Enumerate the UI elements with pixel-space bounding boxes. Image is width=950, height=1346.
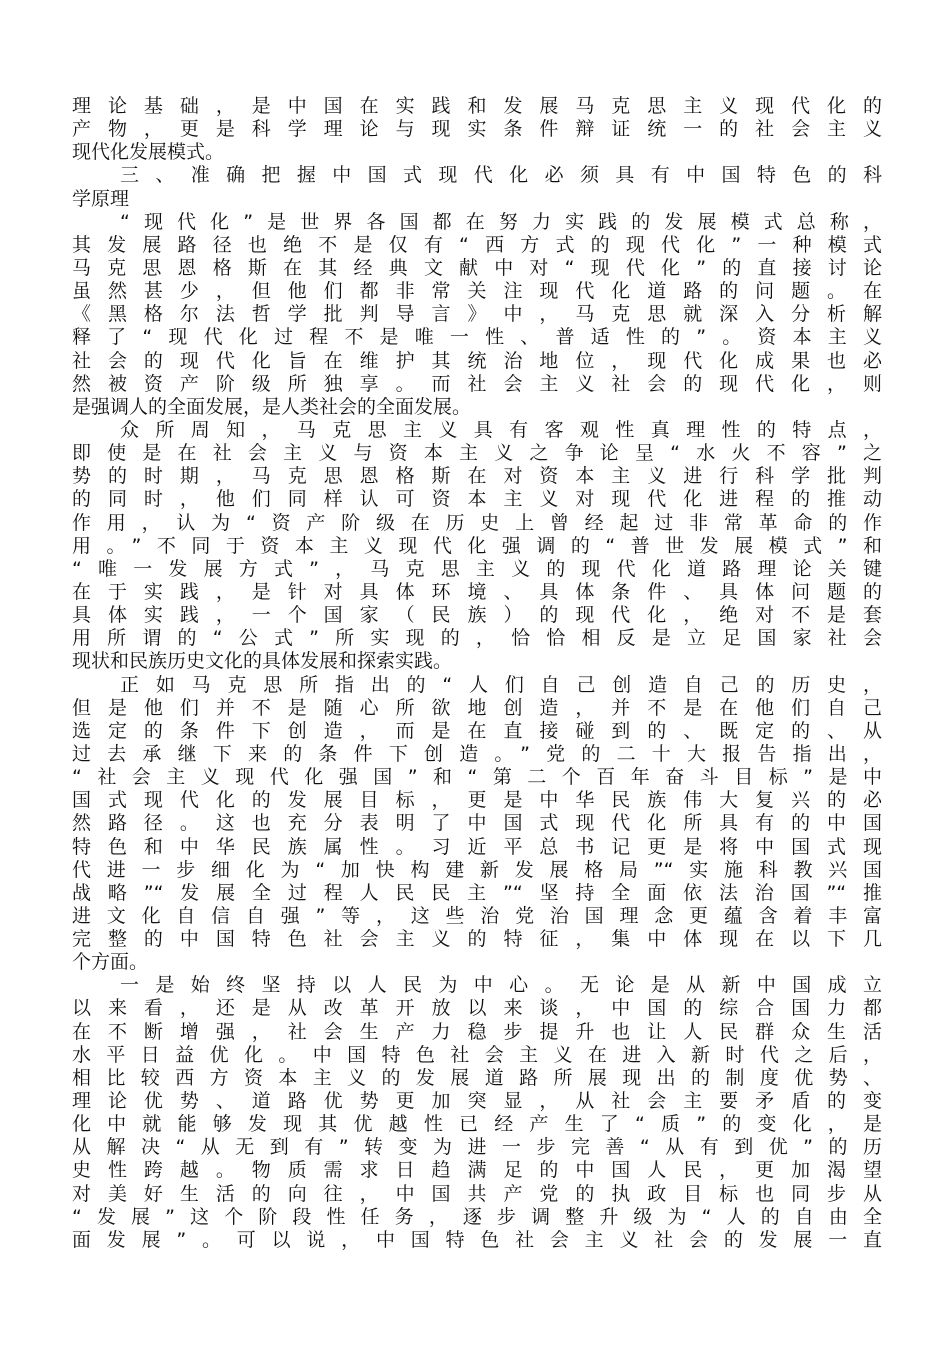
text-line: 对美好生活的向往，中国共产党的执政目标也同步从 — [72, 1182, 882, 1205]
text-line: 现状和民族历史文化的具体发展和探索实践。 — [72, 650, 453, 673]
text-line: 三、准确把握中国式现代化必须具有中国特色的科 — [120, 164, 882, 187]
text-line: 虽然甚少，但他们都非常关注现代化道路的问题。在 — [72, 280, 882, 303]
text-line: 从解决“从无到有”转变为进一步完善“从有到优”的历 — [72, 1136, 882, 1159]
text-line: 个方面。 — [72, 951, 149, 974]
text-line: 然被资产阶级所独享。而社会主义社会的现代化，则 — [72, 372, 882, 395]
text-line: 特色和中华民族属性。习近平总书记更是将中国式现 — [72, 835, 882, 858]
text-line: 然路径。这也充分表明了中国式现代化所具有的中国 — [72, 812, 882, 835]
text-line: 相比较西方资本主义的发展道路所展现出的制度优势、 — [72, 1066, 882, 1089]
text-line: 在于实践，是针对具体环境、具体条件、具体问题的 — [72, 580, 882, 603]
text-line: 现代化发展模式。 — [72, 141, 225, 164]
text-line: 是强调人的全面发展，是人类社会的全面发展。 — [72, 395, 472, 418]
text-line: 水平日益优化。中国特色社会主义在进入新时代之后， — [72, 1043, 882, 1066]
text-line: 选定的条件下创造，而是在直接碰到的、既定的、从 — [72, 719, 882, 742]
text-line: 化中就能够发现其优越性已经产生了“质”的变化，是 — [72, 1113, 882, 1136]
text-line: 理论基础，是中国在实践和发展马克思主义现代化的 — [72, 95, 882, 117]
text-line: 产物，更是科学理论与现实条件辩证统一的社会主义 — [72, 118, 882, 141]
text-line: 战略”“发展全过程人民民主”“坚持全面依法治国”“推 — [72, 881, 882, 904]
text-line: 即使是在社会主义与资本主义之争论呈“水火不容”之 — [72, 442, 882, 465]
text-line: 学原理 — [72, 187, 130, 210]
text-line: 但是他们并不是随心所欲地创造，并不是在他们自己 — [72, 696, 882, 719]
text-line: 过去承继下来的条件下创造。”党的二十大报告指出， — [72, 742, 882, 765]
text-line: 在不断增强，社会生产力稳步提升也让人民群众生活 — [72, 1020, 882, 1043]
text-line: 众所周知，马克思主义具有客观性真理性的特点， — [120, 418, 882, 441]
body-text — [72, 95, 882, 1252]
text-line: “发展”这个阶段性任务，逐步调整升级为“人的自由全 — [72, 1205, 882, 1228]
text-line: 势的时期，马克思恩格斯在对资本主义进行科学批判 — [72, 465, 882, 488]
text-line: 用。”不同于资本主义现代化强调的“普世发展模式”和 — [72, 534, 882, 557]
text-line: 释了“现代化过程不是唯一性、普适性的”。资本主义 — [72, 326, 882, 349]
text-line: 正如马克思所指出的“人们自己创造自己的历史， — [120, 673, 882, 696]
text-line: 完整的中国特色社会主义的特征，集中体现在以下几 — [72, 928, 882, 951]
text-line: 以来看，还是从改革开放以来谈，中国的综合国力都 — [72, 997, 882, 1020]
text-line: 面发展”。可以说，中国特色社会主义社会的发展一直 — [72, 1228, 882, 1251]
text-line: 《黑格尔法哲学批判导言》中，马克思就深入分析解 — [72, 303, 882, 326]
text-line: 用所谓的“公式”所实现的，恰恰相反是立足国家社会 — [72, 627, 882, 650]
text-line: 理论优势、道路优势更加突显，从社会主要矛盾的变 — [72, 1090, 882, 1113]
text-line: 国式现代化的发展目标，更是中华民族伟大复兴的必 — [72, 789, 882, 812]
text-line: 社会的现代化旨在维护其统治地位，现代化成果也必 — [72, 349, 882, 372]
text-line: 一是始终坚持以人民为中心。无论是从新中国成立 — [120, 974, 882, 997]
text-line: 具体实践，一个国家（民族）的现代化，绝对不是套 — [72, 604, 882, 627]
text-line: 其发展路径也绝不是仅有“西方式的现代化”一种模式 — [72, 233, 882, 256]
text-line: 作用，认为“资产阶级在历史上曾经起过非常革命的作 — [72, 511, 882, 534]
text-line: “社会主义现代化强国”和“第二个百年奋斗目标”是中 — [72, 766, 882, 789]
text-line: 代进一步细化为“加快构建新发展格局”“实施科教兴国 — [72, 858, 882, 881]
text-line: 史性跨越。物质需求日趋满足的中国人民，更加渴望 — [72, 1159, 882, 1182]
text-line: 进文化自信自强”等，这些治党治国理念更蕴含着丰富 — [72, 904, 882, 927]
text-line: “唯一发展方式”，马克思主义的现代化道路理论关键 — [72, 557, 882, 580]
text-line: 马克思恩格斯在其经典文献中对“现代化”的直接讨论 — [72, 256, 882, 279]
text-line: 的同时，他们同样认可资本主义对现代化进程的推动 — [72, 488, 882, 511]
text-line: “现代化”是世界各国都在努力实践的发展模式总称， — [120, 210, 882, 233]
